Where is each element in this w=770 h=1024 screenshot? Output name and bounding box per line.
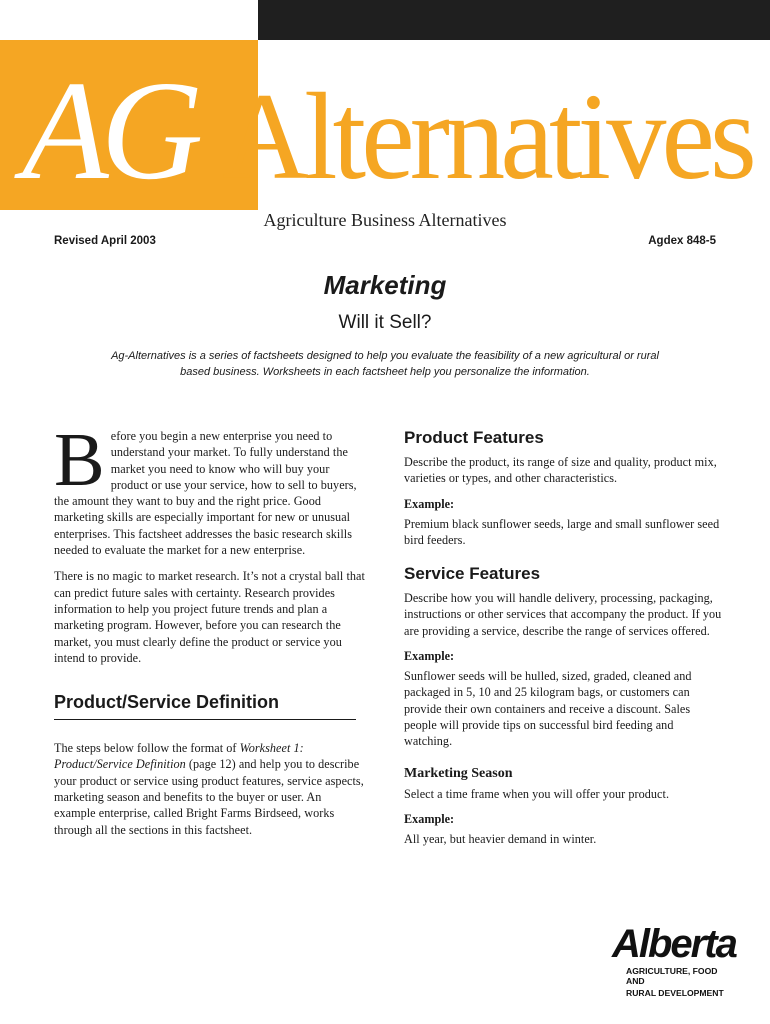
service-features-block <box>404 564 722 749</box>
section-heading-product-service: Product/Service Definition <box>54 692 280 713</box>
service-features-text: Describe how you will handle delivery, processing, packaging, instructions or other services that accompany the product. If you are providing a service, describe the range of services offered. <box>404 591 722 638</box>
page-title: Marketing <box>323 270 447 300</box>
right-column <box>404 428 722 863</box>
product-features-text: Describe the product, its range of size and quality, product mix, varieties or types, and other characteristics. <box>404 455 717 486</box>
steps-text-a: The steps below follow the format of <box>54 741 240 756</box>
service-features-example: Sunflower seeds will be hulled, sized, graded, cleaned and packaged in 5, 10 and 25 kilogram bags, or customers can provide their own containers and receive a discount. Sales people will provide tips on successful bird feeding and watching. <box>404 669 692 749</box>
revised-date: Revised April 2003 <box>54 235 156 247</box>
left-column <box>54 418 366 848</box>
product-features-example: Premium black sunflower seeds, large and small sunflower seed bird feeders. <box>404 516 720 547</box>
alberta-tagline-1: AGRICULTURE, FOOD AND <box>626 966 718 986</box>
steps-paragraph <box>54 740 366 838</box>
marketing-season-text: Select a time frame when you will offer your product. <box>404 786 670 801</box>
agdex-number: Agdex 848-5 <box>648 235 716 247</box>
alberta-logo <box>612 924 736 998</box>
intro-paragraph: Ag-Alternatives is a series of factsheets designed to help you evaluate the feasibility of a new agricultural or rural based business. Worksheets in each factsheet help you personalize the information. <box>111 350 659 378</box>
alberta-wordmark: Alberta <box>612 922 736 966</box>
marketing-season-block <box>404 766 722 848</box>
series-title: Agriculture Business Alternatives <box>263 210 507 230</box>
ag-alternatives-logo <box>0 22 770 212</box>
opening-paragraph-text: efore you begin a new enterprise you need to understand your market. To fully understand the market you need to know who will buy your product or use your service, how to sell to buyers, the amount they want to buy and the right price. Good marketing skills are especially important for new or unusual enterprises. This factsheet addresses the basic research skills needed to evaluate the market for a new enterprise. <box>54 429 357 558</box>
marketing-season-example: All year, but heavier demand in winter. <box>404 831 597 846</box>
opening-paragraph <box>54 418 366 558</box>
market-research-paragraph: There is no magic to market research. It’s not a crystal ball that can predict future sales with certainty. Research provides information to help you project future trends and plan a marketing program. However, before you can research the market, you must clearly define the product or service you intend to provide. <box>54 569 365 665</box>
example-label: Example: <box>404 649 455 664</box>
page-subtitle: Will it Sell? <box>338 312 432 333</box>
service-features-heading: Service Features <box>404 564 541 584</box>
alberta-tagline-2: RURAL DEVELOPMENT <box>626 988 724 998</box>
logo-text-alternatives: Alternatives <box>222 68 753 205</box>
section-divider <box>54 719 356 720</box>
product-features-block <box>404 428 722 548</box>
logo-text-ag: AG <box>22 51 196 209</box>
worksheet-reference: Worksheet 1: Product/Service Definition <box>54 741 304 772</box>
steps-text-b: (page 12) and help you to describe your product or service using product features, service aspects, marketing season and benefits to the buyer or user. An example enterprise, called Bright Farms Birdseed, works through all the sections in this factsheet. <box>54 757 364 837</box>
example-label: Example: <box>404 811 455 826</box>
product-features-heading: Product Features <box>404 428 544 447</box>
example-label: Example: <box>404 496 455 511</box>
drop-cap: B <box>54 418 105 502</box>
marketing-season-heading: Marketing Season <box>404 765 513 781</box>
